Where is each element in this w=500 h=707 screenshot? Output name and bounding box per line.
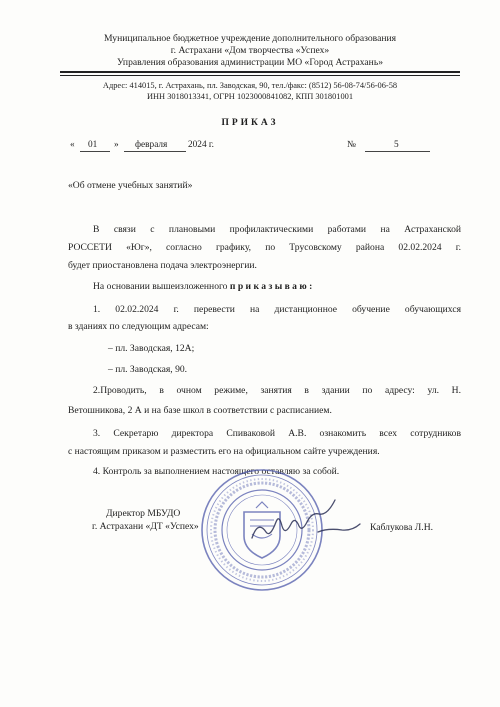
date-quote-open: « [70, 140, 75, 150]
date-day: 01 [88, 140, 98, 150]
org-name-line1: Муниципальное бюджетное учреждение дополнительного образования [103, 33, 397, 44]
para1-line3: будет приостановлена подача электроэнергии. [68, 260, 257, 271]
order-number-underline [365, 151, 430, 152]
org-name-line2: г. Астрахани «Дом творчества «Успех» [170, 45, 330, 56]
header-rule-thick [60, 71, 460, 73]
address-item-2: – пл. Заводская, 90. [108, 364, 188, 375]
order-subject: «Об отмене учебных занятий» [68, 180, 193, 191]
item4: 4. Контроль за выполнением настоящего оставляю за собой. [93, 466, 340, 477]
signer-position-line2: г. Астрахани «ДТ «Успех» [92, 521, 199, 532]
para1-line2: РОССЕТИ «Юг», согласно графику, по Трусовскому района 02.02.2024 г. [68, 242, 461, 253]
document-title: ПРИКАЗ [221, 118, 279, 128]
order-number-label: № [347, 140, 356, 150]
date-year: 2024 г. [188, 140, 215, 150]
item3-line2: с настоящим приказом и разместить его на официальном сайте учреждения. [68, 446, 380, 457]
signer-name: Каблукова Л.Н. [370, 522, 434, 533]
item2-line2: Ветошникова, 2 А и на базе школ в соответствии с расписанием. [68, 405, 332, 416]
item3-line1: 3. Секретарю директора Спиваковой А.В. ознакомить всех сотрудников [93, 428, 461, 439]
header-rule-thin [60, 75, 460, 76]
date-month: февраля [135, 140, 168, 150]
handwritten-signature [246, 498, 366, 548]
basis-text [93, 281, 315, 293]
date-month-underline [124, 151, 186, 152]
date-day-underline [80, 151, 110, 152]
signer-position-line1: Директор МБУДО [106, 508, 181, 519]
basis-keyword: приказываю: [229, 281, 315, 292]
item1-line2: в зданиях по следующим адресам: [68, 321, 209, 332]
basis-prefix: На основании вышеизложенного [93, 281, 228, 292]
org-address: Адрес: 414015, г. Астрахань, пл. Заводская, 90, тел./факс: (8512) 56-08-74/56-06-58 [102, 81, 398, 90]
org-name-line3: Управления образования администрации МО «Город Астрахань» [116, 57, 383, 68]
item2-line1: 2.Проводить, в очном режиме, занятия в здании по адресу: ул. Н. [93, 385, 461, 396]
para1-line1: В связи с плановыми профилактическими работами на Астраханской [93, 224, 461, 235]
date-quote-close: » [114, 140, 119, 150]
order-number: 5 [394, 140, 399, 150]
address-item-1: – пл. Заводская, 12А; [108, 343, 195, 354]
org-ids: ИНН 3018013341, ОГРН 1023000841082, КПП 301801001 [146, 92, 354, 101]
item1-line1: 1. 02.02.2024 г. перевести на дистанционное обучение обучающихся [93, 304, 461, 315]
